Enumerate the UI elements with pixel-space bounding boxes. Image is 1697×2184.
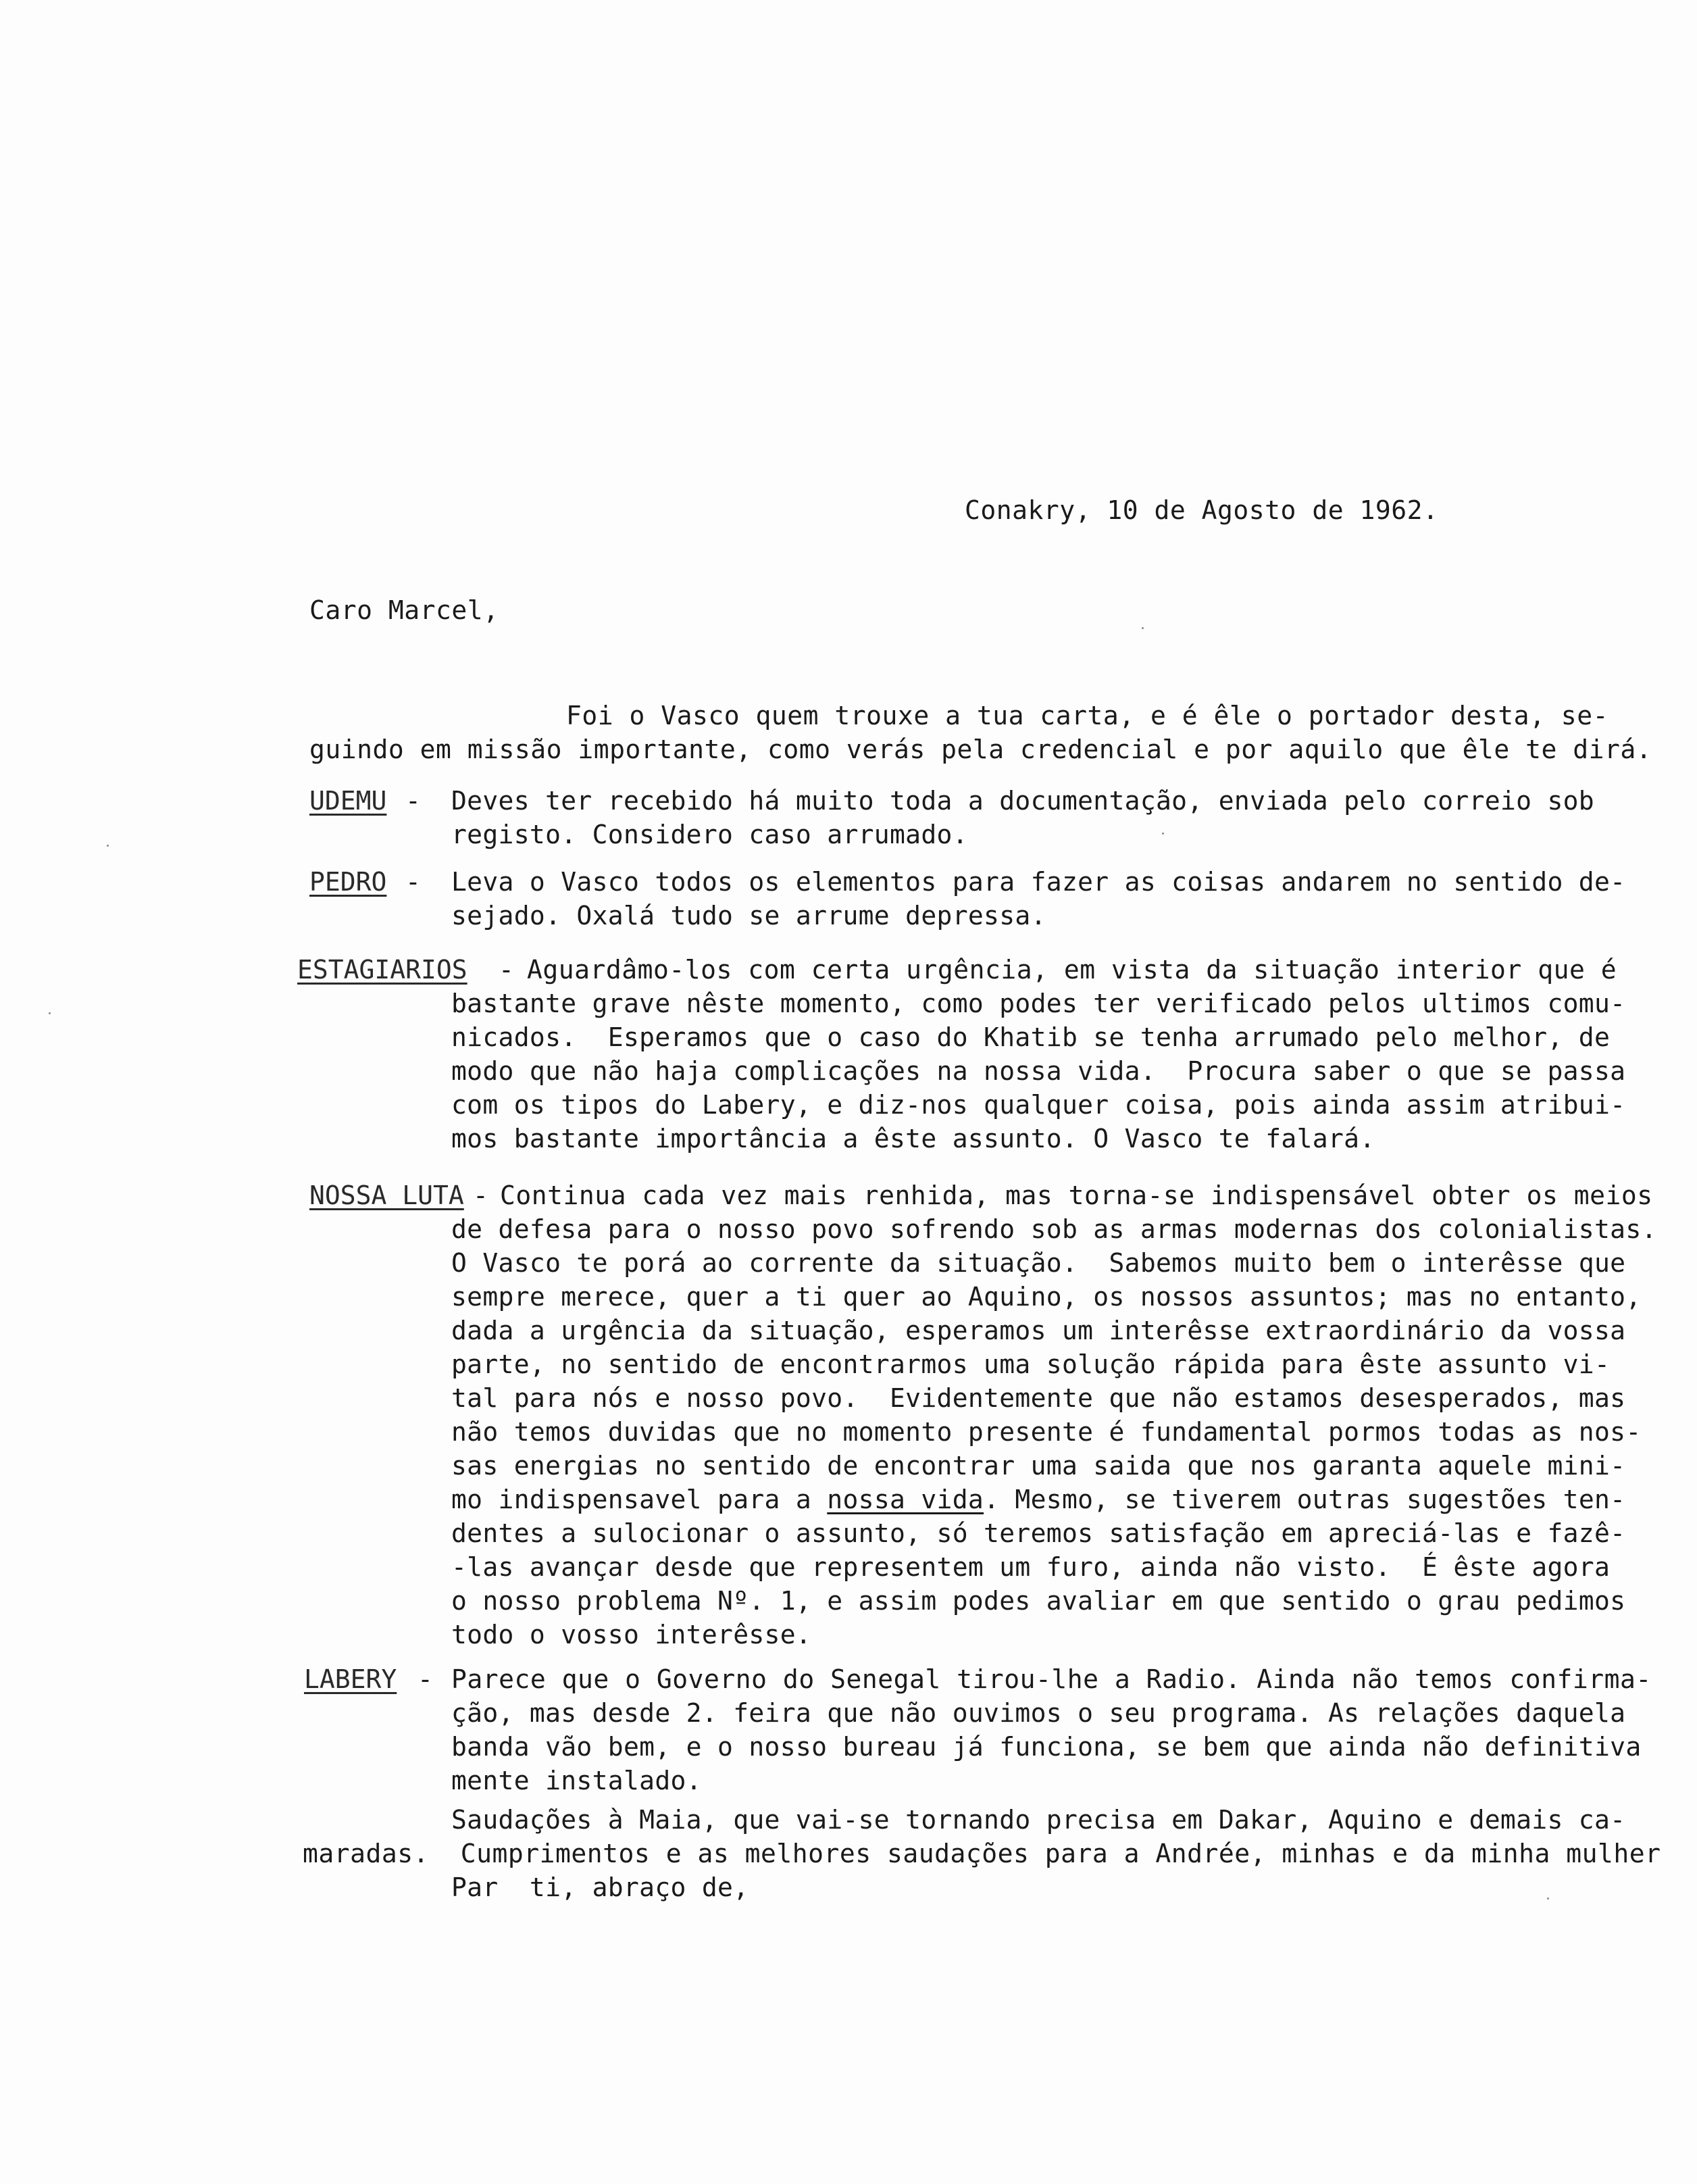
section-line: sas energias no sentido de encontrar uma saida que nos garanta aquele mini- — [451, 1451, 1626, 1481]
section-line: Deves ter recebido há muito toda a documentação, enviada pelo correio sob — [451, 786, 1594, 816]
section-dash: - — [417, 1664, 433, 1694]
section-line: sejado. Oxalá tudo se arrume depressa. — [451, 901, 1046, 930]
section-line: parte, no sentido de encontrarmos uma solução rápida para êste assunto vi- — [451, 1349, 1611, 1379]
intro-line: Foi o Vasco quem trouxe a tua carta, e é êle o portador desta, se- — [566, 701, 1609, 730]
section-line: Leva o Vasco todos os elementos para fazer as coisas andarem no sentido de- — [451, 867, 1626, 897]
section-dash: - — [405, 786, 421, 816]
section-line-with-underline — [451, 1483, 1625, 1516]
section-line: tal para nós e nosso povo. Evidentemente que não estamos desesperados, mas — [451, 1383, 1626, 1413]
intro-line: guindo em missão importante, como verás pela credencial e por aquilo que êle te dirá. — [309, 735, 1652, 764]
closing-line: Par ti, abraço de, — [451, 1872, 749, 1902]
section-line: registo. Considero caso arrumado. — [451, 820, 968, 849]
scan-speck — [1162, 833, 1164, 835]
underlined-phrase: nossa vida — [827, 1485, 984, 1514]
section-label-pedro: PEDRO — [309, 867, 387, 897]
section-line-text: mo indispensavel para a — [451, 1485, 828, 1514]
section-line-text: . Mesmo, se tiverem outras sugestões ten- — [984, 1485, 1626, 1514]
section-first-line: Parece que o Governo do Senegal tirou-lhe a Radio. Ainda não temos confirma- — [451, 1664, 1652, 1694]
section-line: ção, mas desde 2. feira que não ouvimos o seu programa. As relações daquela — [451, 1698, 1626, 1728]
section-line: O Vasco te porá ao corrente da situação. Sabemos muito bem o interêsse que — [451, 1248, 1626, 1278]
section-line: mos bastante importância a êste assunto. O Vasco te falará. — [451, 1124, 1375, 1153]
section-first-line: Continua cada vez mais renhida, mas torna-se indispensável obter os meios — [500, 1181, 1653, 1210]
scan-speck — [107, 845, 109, 847]
section-label-labery: LABERY — [304, 1664, 397, 1694]
closing-line: Saudações à Maia, que vai-se tornando precisa em Dakar, Aquino e demais ca- — [451, 1805, 1626, 1835]
section-line: modo que não haja complicações na nossa vida. Procura saber o que se passa — [451, 1056, 1626, 1086]
section-line: mente instalado. — [451, 1766, 702, 1795]
section-line: dentes a sulocionar o assunto, só teremos satisfação em apreciá-las e fazê- — [451, 1518, 1626, 1548]
section-line: o nosso problema Nº. 1, e assim podes avaliar em que sentido o grau pedimos — [451, 1586, 1626, 1616]
scan-speck — [1547, 1897, 1549, 1900]
salutation: Caro Marcel, — [309, 595, 499, 625]
section-line: com os tipos do Labery, e diz-nos qualquer coisa, pois ainda assim atribui- — [451, 1090, 1626, 1120]
section-dash: - — [499, 955, 514, 985]
section-label-nossa-luta: NOSSA LUTA — [309, 1181, 464, 1210]
section-line: bastante grave nêste momento, como podes ter verificado pelos ultimos comu- — [451, 989, 1626, 1018]
closing-line: maradas. Cumprimentos e as melhores saudações para a Andrée, minhas e da minha mulher — [303, 1839, 1661, 1868]
section-line: todo o vosso interêsse. — [451, 1620, 812, 1649]
section-line: de defesa para o nosso povo sofrendo sob as armas modernas dos colonialistas. — [451, 1214, 1657, 1244]
section-first-line: Aguardâmo-los com certa urgência, em vista da situação interior que é — [527, 955, 1617, 985]
section-dash: - — [473, 1181, 488, 1210]
section-label-udemu: UDEMU — [309, 786, 387, 816]
section-label-estagiarios: ESTAGIARIOS — [297, 955, 467, 985]
scan-speck — [49, 1012, 51, 1014]
section-line: não temos duvidas que no momento presente é fundamental pormos todas as nos- — [451, 1417, 1642, 1447]
scan-speck — [1142, 627, 1144, 629]
section-line: -las avançar desde que representem um furo, ainda não visto. É êste agora — [451, 1552, 1611, 1582]
place-date: Conakry, 10 de Agosto de 1962. — [965, 495, 1439, 525]
section-line: sempre merece, quer a ti quer ao Aquino, os nossos assuntos; mas no entanto, — [451, 1282, 1642, 1312]
section-line: banda vão bem, e o nosso bureau já funciona, se bem que ainda não definitiva — [451, 1732, 1642, 1762]
section-line: nicados. Esperamos que o caso do Khatib se tenha arrumado pelo melhor, de — [451, 1022, 1611, 1052]
section-dash: - — [405, 867, 421, 897]
section-line: dada a urgência da situação, esperamos um interêsse extraordinário da vossa — [451, 1316, 1626, 1345]
